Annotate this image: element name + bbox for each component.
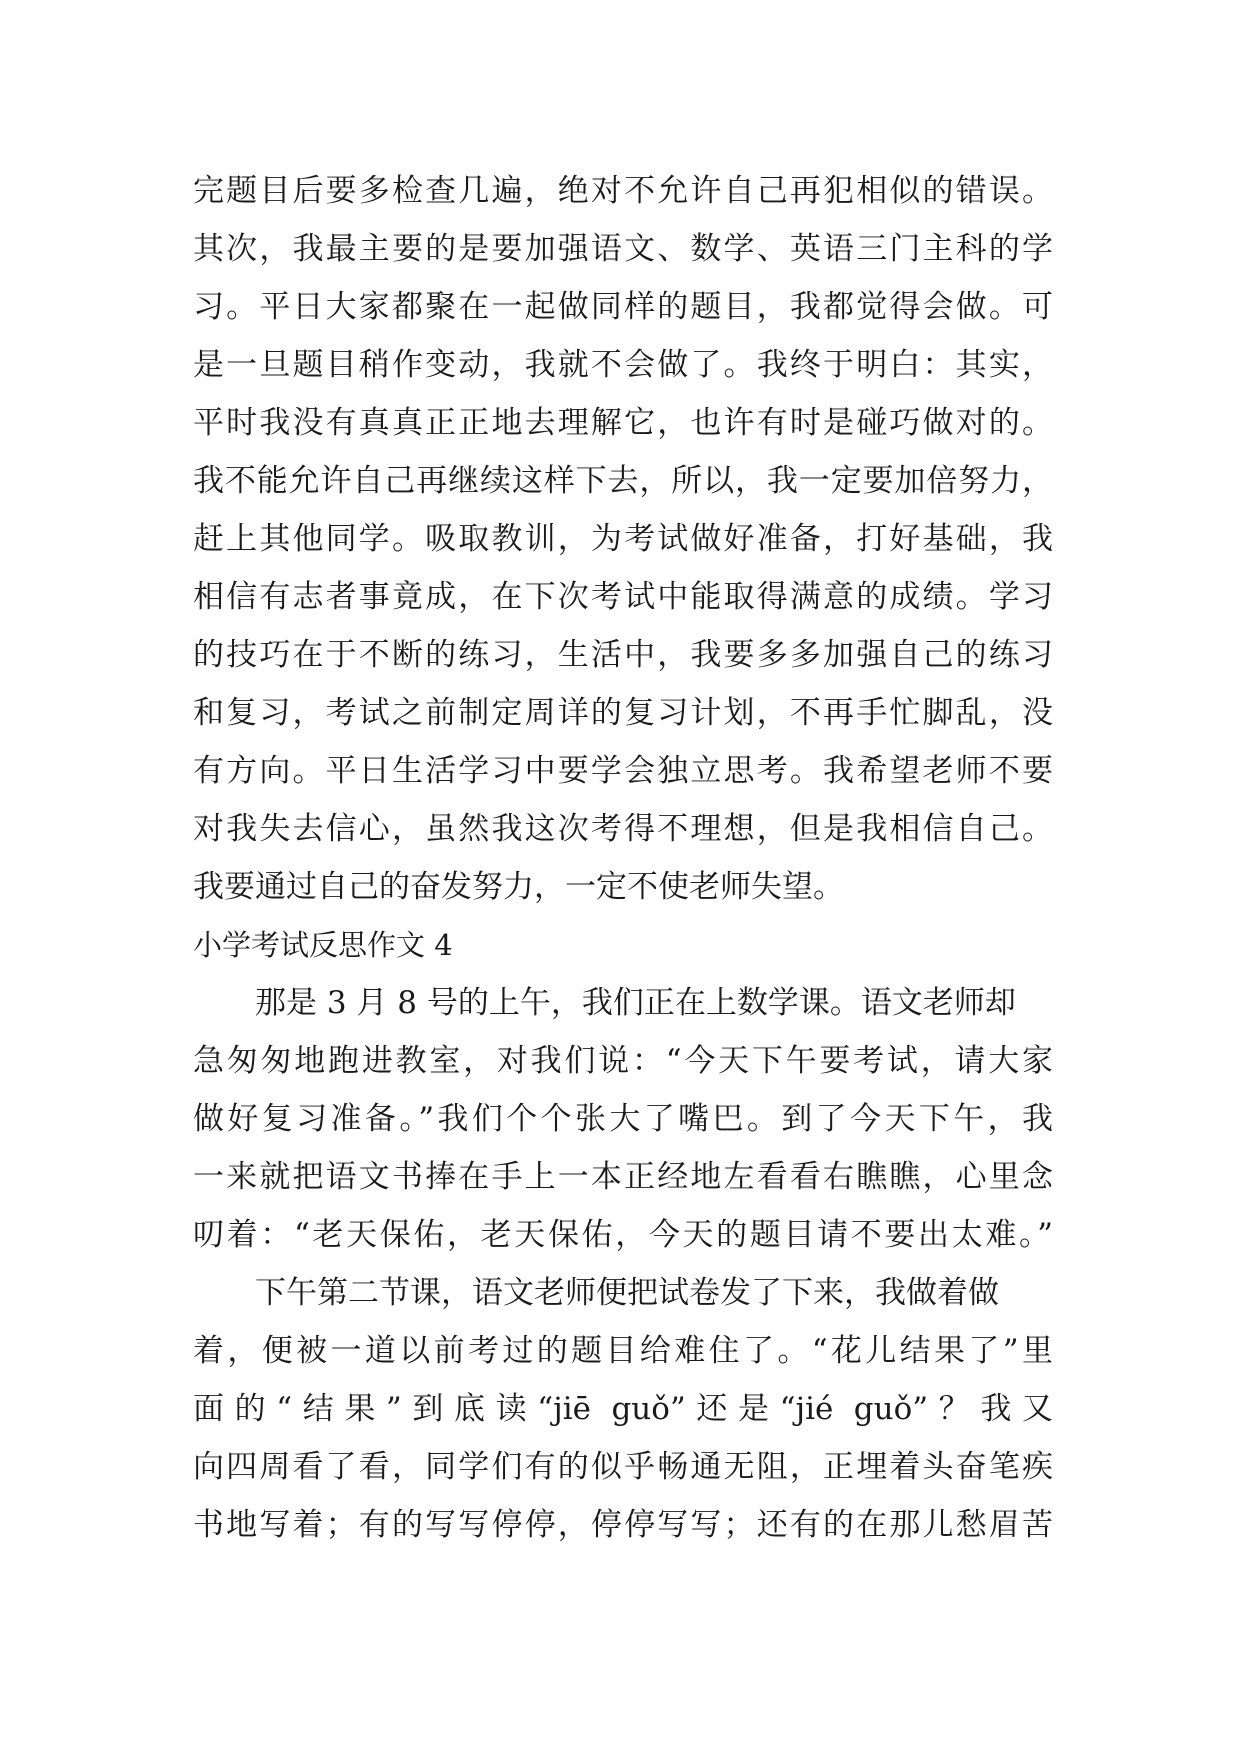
text-line: 习。平日大家都聚在一起做同样的题目，我都觉得会做。可 <box>193 289 1053 325</box>
text-line: 的技巧在于不断的练习，生活中，我要多多加强自己的练习 <box>193 637 1053 673</box>
text-line: 我要通过自己的奋发努力，一定不使老师失望。 <box>193 869 844 905</box>
text-line: 急匆匆地跑进教室，对我们说：“今天下午要考试，请大家 <box>193 1043 1053 1079</box>
text-line: 其次，我最主要的是要加强语文、数学、英语三门主科的学 <box>193 231 1053 267</box>
text-line: 和复习，考试之前制定周详的复习计划，不再手忙脚乱，没 <box>193 695 1053 731</box>
text-line: 做好复习准备。”我们个个张大了嘴巴。到了今天下午，我 <box>193 1101 1053 1137</box>
text-line: 对我失去信心，虽然我这次考得不理想，但是我相信自己。 <box>193 811 1053 847</box>
text-line: 书地写着；有的写写停停，停停写写；还有的在那儿愁眉苦 <box>193 1507 1053 1543</box>
text-line: 赶上其他同学。吸取教训，为考试做好准备，打好基础，我 <box>193 521 1053 557</box>
paragraph-first-line: 那是 3 月 8 号的上午，我们正在上数学课。语文老师却 <box>255 985 1016 1021</box>
text-line: 向四周看了看，同学们有的似乎畅通无阻，正埋着头奋笔疾 <box>193 1449 1053 1485</box>
text-line: 面的“结果”到底读“jiē guǒ”还是“jié guǒ”？我又 <box>193 1391 1053 1427</box>
text-line: 有方向。平日生活学习中要学会独立思考。我希望老师不要 <box>193 753 1053 789</box>
text-line: 平时我没有真真正正地去理解它，也许有时是碰巧做对的。 <box>193 405 1053 441</box>
paragraph-first-line: 下午第二节课，语文老师便把试卷发了下来，我做着做 <box>255 1275 999 1311</box>
text-line: 叨着：“老天保佑，老天保佑，今天的题目请不要出太难。” <box>193 1217 1053 1253</box>
document-body <box>193 162 1053 1554</box>
text-line: 是一旦题目稍作变动，我就不会做了。我终于明白：其实， <box>193 347 1053 383</box>
text-line: 着，便被一道以前考过的题目给难住了。“花儿结果了”里 <box>193 1333 1053 1369</box>
text-line: 完题目后要多检查几遍，绝对不允许自己再犯相似的错误。 <box>193 173 1053 209</box>
text-line: 我不能允许自己再继续这样下去，所以，我一定要加倍努力， <box>193 463 1053 499</box>
text-line: 相信有志者事竟成，在下次考试中能取得满意的成绩。学习 <box>193 579 1053 615</box>
section-heading: 小学考试反思作文 4 <box>193 928 453 962</box>
text-line: 一来就把语文书捧在手上一本正经地左看看右瞧瞧，心里念 <box>193 1159 1053 1195</box>
